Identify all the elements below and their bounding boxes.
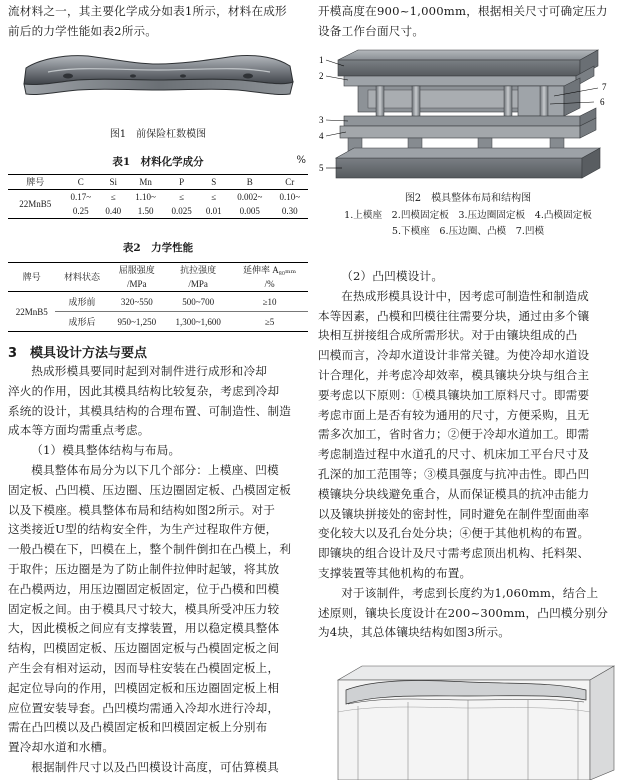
text-line: 考虑制造过程中水道孔的尺寸、机床加工平台尺寸及 [318, 447, 590, 462]
table-header-cell: C [77, 177, 84, 187]
table-1-unit: % [296, 155, 306, 166]
table-header-cell: S [211, 177, 217, 187]
table-cell: 500~700 [182, 296, 215, 307]
table-cell: ≤ [110, 192, 116, 202]
table-row [8, 190, 308, 205]
text-line: 前后的力学性能如表2所示。 [8, 23, 158, 38]
table-header-cell: 牌号 [22, 272, 41, 282]
subheading: （1）模具整体结构与布局。 [31, 443, 181, 458]
table-header-cell: 延伸率 A₈₀ₘₘ [243, 265, 297, 275]
table-1 [8, 154, 308, 219]
table-cell: 1,300~1,600 [175, 316, 221, 327]
table-header-cell: Mn [139, 177, 152, 187]
table-cell: 0.17~ [70, 192, 92, 202]
text-line: 本等因素，凸模和凹模往往需要分块，通过由多个镶 [318, 308, 590, 323]
text-line: 淬火的作用，因此其模具结构比较复杂，考虑到冷却 [8, 383, 280, 398]
table-2 [8, 240, 308, 332]
text-line: 需多次加工，省时省力；②便于冷却水道加工。即需 [318, 427, 590, 442]
table-cell: 成形后 [68, 316, 96, 327]
table-cell: 成形前 [68, 296, 96, 307]
table-cell: 1.10~ [135, 192, 156, 202]
figure-1-caption: 图1 前保险杠数模图 [109, 129, 207, 140]
figure-2 [318, 46, 618, 240]
table-cell: 320~550 [120, 296, 153, 307]
text-line: 一般凸模在下，凹模在上，整个制件倒扣在凸模上，利 [8, 542, 292, 557]
table-cell: 0.40 [105, 206, 122, 216]
text-line: 需在凸凹模以及凸模固定板和凹模固定板上分别布 [8, 720, 268, 735]
table-1-title: 表1 材料化学成分 [112, 156, 204, 168]
table-cell: 0.002~ [237, 192, 263, 202]
text-line: 固定板之间。由于模具尺寸较大，模具所受冲压力较 [8, 601, 280, 616]
table-header-cell: B [246, 177, 253, 187]
callout-label: 7 [602, 82, 607, 92]
callout-label: 4 [319, 131, 324, 141]
table-cell: 0.005 [239, 206, 260, 216]
die-structure-diagram [318, 46, 618, 184]
figure-1 [8, 46, 308, 142]
text-line: 支撑装置等其他机构的布置。 [318, 565, 472, 580]
table-header-cell: Si [109, 177, 117, 187]
legend-line: 1.上模座 2.凹模固定板 3.压边圈固定板 4.凸模固定板 [344, 210, 592, 221]
callout-label: 6 [600, 97, 605, 107]
table-header-cell: /MPa [127, 279, 147, 289]
table-cell: ≥10 [262, 296, 277, 307]
text-line: 这类接近U型的结构安全件，为生产过程取件方便， [8, 522, 278, 537]
text-line: 要考虑以下原则：①模具镶块加工原料尺寸。即需要 [318, 387, 590, 402]
body-text-left [8, 362, 308, 778]
text-line: 孔深的加工范围等；③模具强度与抗冲击性。即凸凹 [318, 466, 590, 481]
text-line: 变化较大以及孔台处分块；④便于其他机构的布置。 [318, 526, 590, 541]
table-2-grid [8, 262, 308, 332]
table-cell: ≤ [211, 192, 217, 202]
figure-2-caption: 图2 模具整体布局和结构图 [404, 193, 532, 204]
text-line: 产生会有相对运动，因而导柱安装在凸模固定板上， [8, 660, 280, 675]
section-heading: 3 模具设计方法与要点 [8, 346, 148, 361]
text-line: 热成形模具要同时起到对制件进行成形和冷却 [31, 364, 268, 378]
table-header-cell: 屈服强度 [118, 265, 155, 275]
text-line: 置冷却水道和水槽。 [8, 740, 115, 755]
text-line: 大，因此模板之间应有支撑装置，用以稳定模具整体 [8, 621, 280, 636]
text-line: 述原则，镶块长度设计在200~300mm，凸凹模分别分 [318, 605, 609, 620]
text-line: 计合理化，并考虑冷却效率，模具镶块分块与组合主 [318, 367, 590, 382]
table-cell: 1.50 [137, 206, 154, 216]
text-line: 即镶块的组合设计及尺寸需考虑顶出机构、托料架、 [318, 546, 590, 561]
text-line: 凹模而言，冷却水道设计非常关键。为使冷却水道设 [318, 348, 590, 363]
table-cell: 0.10~ [279, 192, 301, 202]
text-line: 起定位导向的作用，凹模固定板和压边圈固定板上相 [8, 680, 280, 695]
text-line: 在热成形模具设计中，因考虑可制造性和制造成 [341, 288, 589, 303]
callout-label: 3 [319, 115, 324, 125]
text-line: 于取件；压边圈是为了防止制件拉伸时起皱，将其放 [8, 561, 280, 576]
text-line: 开模高度在900~1,000mm，根据相关尺寸可确定压力 [318, 4, 608, 18]
table-cell: 0.01 [205, 206, 222, 216]
table-header-cell: /MPa [188, 279, 208, 289]
table-header-row [8, 175, 308, 190]
text-line: 以及下模座。模具整体布局和结构如图2所示。对于 [8, 502, 276, 517]
text-line: 考虑市面上是否有较为通用的尺寸，方便采购，且无 [318, 407, 590, 422]
intro-paragraph [8, 2, 308, 42]
legend-line: 5.下模座 6.压边圈、凸模 7.凹模 [391, 226, 545, 237]
text-line: 应位置安装导套。凸凹模均需通入冷却水进行冷却， [8, 700, 280, 715]
table-cell: 0.025 [171, 206, 192, 216]
body-text-right [318, 267, 618, 643]
text-line: 成本等方面均需重点考虑。 [8, 423, 150, 438]
text-line: 系统的设计，其模具结构的合理布置、可制造性、制造 [8, 403, 292, 418]
text-line: 模具整体布局分为以下几个部分：上模座、凹模 [31, 462, 279, 477]
text-line: 设备工作台面尺寸。 [318, 23, 425, 38]
table-header-cell: 材料状态 [63, 272, 100, 282]
text-line: 根据制件尺寸以及凸凹模设计高度，可估算模具 [31, 759, 279, 774]
table-header-cell: 牌号 [26, 177, 45, 187]
callout-label: 5 [319, 163, 324, 173]
text-line: 流材料之一，其主要化学成分如表1所示，材料在成形 [8, 4, 287, 18]
text-line: 块相互拼接组合成所需形状。对于由镶块组成的凸 [318, 328, 578, 343]
bumper-model-image [8, 46, 308, 126]
table-header-cell: P [179, 177, 185, 187]
table-header-cell: 抗拉强度 [180, 265, 217, 275]
text-line: 为4块，其总体镶块结构如图3所示。 [318, 625, 511, 640]
intro-paragraph [318, 2, 618, 42]
table-cell: 0.30 [281, 206, 298, 216]
callout-label: 2 [319, 71, 324, 81]
table-1-grid [8, 174, 308, 219]
table-cell: 22MnB5 [8, 292, 55, 332]
text-line: 结构，凹模固定板、压边圈固定板与凸模固定板之间 [8, 641, 280, 656]
table-cell: 22MnB5 [19, 199, 52, 209]
figure-2-legend [318, 208, 618, 240]
text-line: 在凸模两边，用压边圈固定板固定，位于凸模和凹模 [8, 581, 280, 596]
table-cell: 950~1,250 [117, 316, 157, 327]
table-header-cell: Cr [285, 177, 295, 187]
text-line: 模镶块分块线避免重合，从而保证模具的抗冲击能力 [318, 486, 590, 501]
table-row [8, 292, 308, 312]
table-cell: ≤ [179, 192, 185, 202]
figure-3-partial [318, 660, 618, 780]
text-line: 以及镶块拼接处的密封性，同时避免在制件型面曲率 [318, 506, 590, 521]
table-cell: ≥5 [264, 316, 275, 327]
table-cell: 0.25 [72, 206, 89, 216]
subheading: （2）凸凹模设计。 [341, 269, 444, 283]
text-line: 对于该制件，考虑到长度约为1,060mm，结合上 [341, 585, 599, 600]
insert-block-structure-image [318, 660, 618, 780]
table-2-title: 表2 力学性能 [122, 242, 194, 254]
text-line: 固定板、凸凹模、压边圈、压边圈固定板、凸模固定板 [8, 482, 292, 497]
table-header-row [8, 263, 308, 278]
callout-label: 1 [319, 55, 324, 65]
table-header-cell: /% [264, 279, 275, 289]
